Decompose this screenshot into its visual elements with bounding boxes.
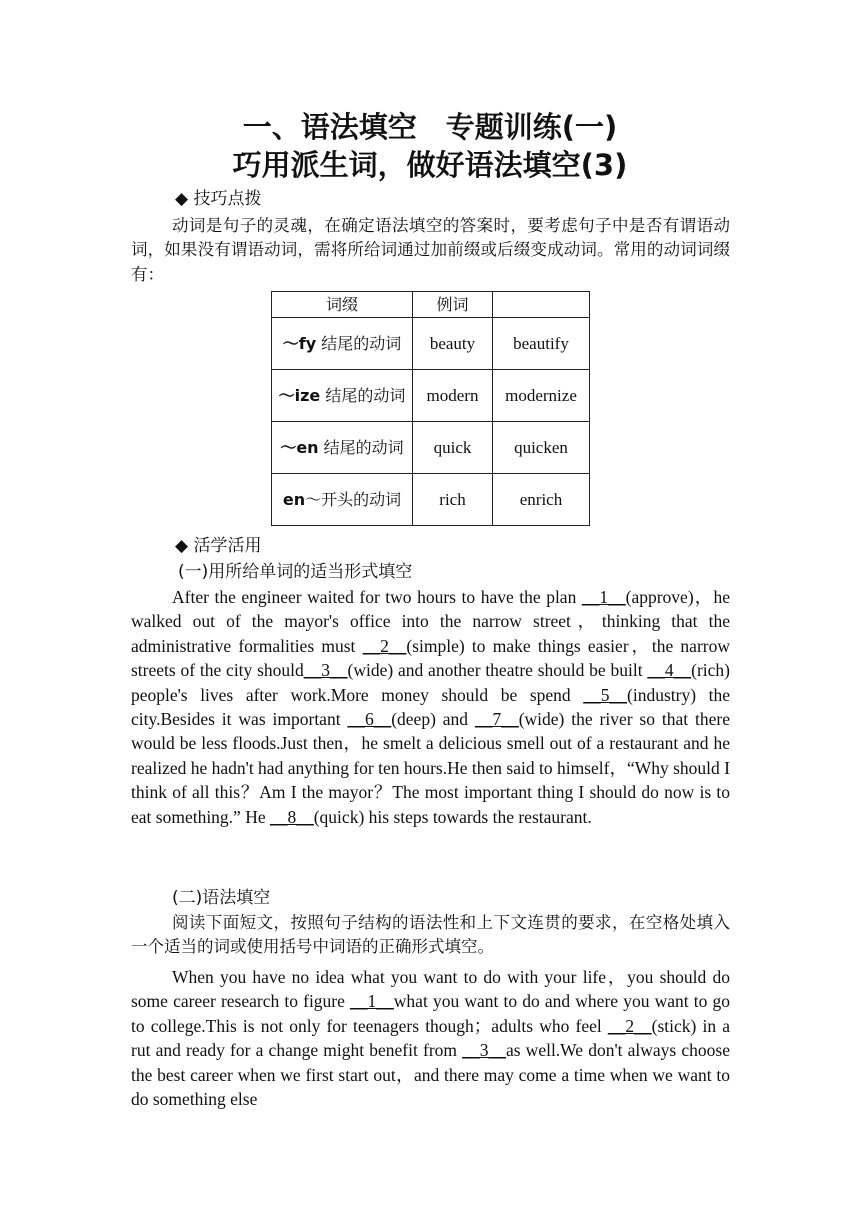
passage-text: as well.We don't always choose the best career when we first start out，and there may come a time when we want to do something else [131, 1040, 731, 1110]
passage-text: When you have no idea what you want to do with your life，you should do some career research to figure [131, 967, 730, 1012]
table-row [272, 370, 590, 422]
answer-blank[interactable]: __5__ [583, 684, 628, 705]
passage-text: (industry) the city.Besides it was important [131, 684, 730, 730]
section-heading-tips: ◆ 技巧点拨 [175, 189, 262, 209]
affix-mark: en [282, 490, 306, 509]
part2-passage [131, 965, 730, 1111]
passage-text: (deep) and [391, 709, 475, 730]
answer-blank[interactable]: __8__ [269, 806, 314, 827]
answer-blank[interactable]: __2__ [607, 1015, 652, 1036]
answer-blank[interactable]: __7__ [474, 709, 519, 730]
base-word-cell: quick [413, 422, 493, 474]
base-word-cell: rich [413, 474, 493, 526]
affix-mark: ～fy [282, 334, 317, 353]
passage-text: what you want to do and where you want to go to college.This is not only for teenagers though；adults who feel [131, 991, 730, 1036]
affix-desc: 结尾的动词 [320, 386, 406, 405]
passage-text: After the engineer waited for two hours to have the plan [172, 587, 582, 607]
answer-blank[interactable]: __4__ [647, 660, 692, 681]
passage-text: (approve)，he walked out of the mayor's office into the narrow street，thinking that the administrative formalities must [131, 587, 730, 656]
page-subtitle: 巧用派生词，做好语法填空(3) [232, 148, 628, 182]
derived-word-cell: modernize [493, 370, 590, 422]
affix-cell [272, 370, 413, 422]
section-heading-practice: ◆ 活学活用 [175, 536, 262, 556]
derived-word-cell: quicken [493, 422, 590, 474]
table-header-row [272, 292, 590, 318]
base-word-cell: beauty [413, 318, 493, 370]
affix-mark: ～en [280, 438, 319, 457]
affix-mark: ～ize [278, 386, 321, 405]
passage-text: (simple) to make things easier，the narrow streets of the city should [131, 635, 730, 681]
affix-table [271, 291, 590, 526]
passage-text: (wide) the river so that there would be less floods.Just then，he smelt a delicious smell out of a restaurant and he realized he hadn't had anything for ten hours.He then said to himself，“Why should I think of all this？Am I the mayor？The most important thing I should do now is to eat something.” He [131, 709, 730, 827]
derived-word-cell: enrich [493, 474, 590, 526]
passage-text: (wide) and another theatre should be built [347, 660, 648, 681]
affix-cell [272, 474, 413, 526]
tips-paragraph: 动词是句子的灵魂，在确定语法填空的答案时，要考虑句子中是否有谓语动词，如果没有谓语动词，需将所给词通过加前缀或后缀变成动词。常用的动词词缀有： [131, 216, 730, 284]
answer-blank[interactable]: __1__ [350, 991, 394, 1012]
answer-blank[interactable]: __1__ [581, 587, 626, 607]
table-row [272, 422, 590, 474]
part2-heading: (二)语法填空 [172, 888, 271, 908]
answer-blank[interactable]: __6__ [347, 709, 392, 730]
passage-text: (stick) in a rut and ready for a change might benefit from [131, 1015, 730, 1061]
table-header-cell: 词缀 [272, 292, 413, 318]
part1-passage [131, 585, 730, 829]
part1-heading: (一)用所给单词的适当形式填空 [178, 562, 413, 582]
page-title: 一、语法填空 专题训练(一) [242, 110, 618, 144]
answer-blank[interactable]: __2__ [362, 635, 407, 656]
affix-desc: 结尾的动词 [316, 334, 402, 353]
answer-blank[interactable]: __3__ [303, 660, 348, 681]
affix-desc: 结尾的动词 [318, 438, 404, 457]
derived-word-cell: beautify [493, 318, 590, 370]
base-word-cell: modern [413, 370, 493, 422]
table-row [272, 474, 590, 526]
affix-desc: ～开头的动词 [305, 490, 402, 509]
affix-cell [272, 318, 413, 370]
table-header-cell: 例词 [413, 292, 493, 318]
table-header-cell [493, 292, 590, 318]
part2-instructions: 阅读下面短文，按照句子结构的语法性和上下文连贯的要求，在空格处填入一个适当的词或使用括号中词语的正确形式填空。 [131, 913, 730, 957]
table-row [272, 318, 590, 370]
passage-text: (rich) people's lives after work.More money should be spend [131, 660, 731, 705]
affix-cell [272, 422, 413, 474]
passage-text: (quick) his steps towards the restaurant. [313, 806, 592, 827]
answer-blank[interactable]: __3__ [462, 1040, 506, 1061]
